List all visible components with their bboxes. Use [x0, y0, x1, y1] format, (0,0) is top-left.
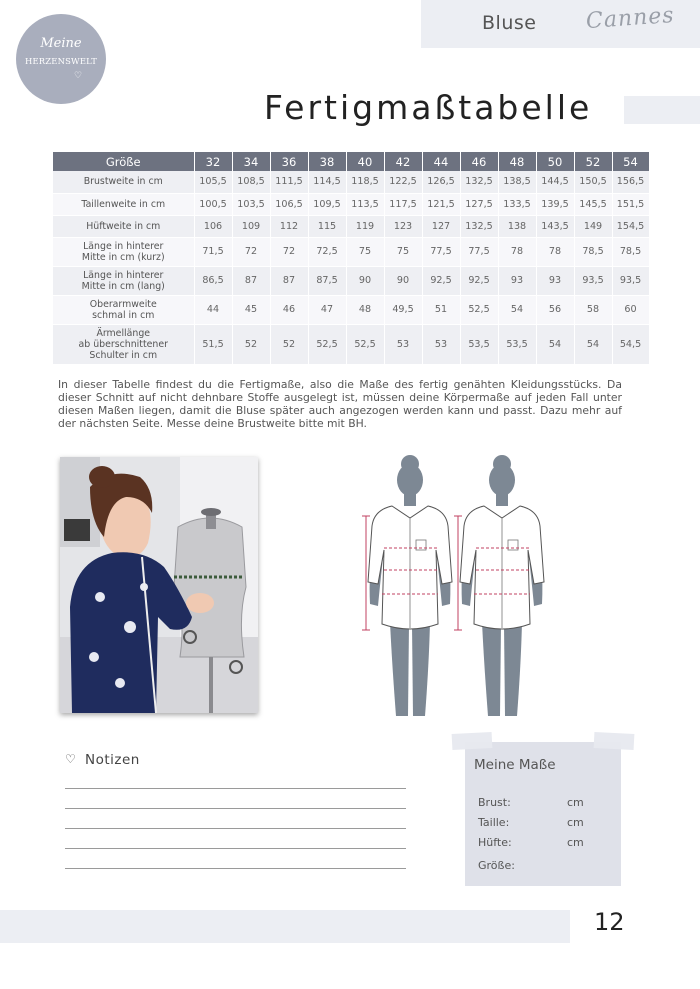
logo-line2: HERZENSWELT	[24, 56, 98, 66]
note-line[interactable]	[65, 828, 406, 829]
size-header-40: 40	[346, 152, 384, 171]
note-line[interactable]	[65, 788, 406, 789]
size-header-44: 44	[422, 152, 460, 171]
table-cell: 127,5	[460, 193, 498, 215]
row-label	[53, 171, 194, 193]
table-cell: 122,5	[384, 171, 422, 193]
table-cell: 51,5	[194, 324, 232, 364]
table-cell: 58	[574, 295, 612, 324]
table-cell: 78,5	[612, 237, 649, 266]
table-cell: 154,5	[612, 215, 649, 237]
table-cell: 139,5	[536, 193, 574, 215]
table-cell: 127	[422, 215, 460, 237]
title-accent-bar	[624, 96, 700, 124]
table-cell: 151,5	[612, 193, 649, 215]
table-cell: 72	[232, 237, 270, 266]
table-row	[53, 324, 649, 364]
row-label-line: Mitte in cm (lang)	[81, 280, 165, 292]
table-cell: 132,5	[460, 171, 498, 193]
row-label	[53, 324, 194, 364]
table-cell: 60	[612, 295, 649, 324]
table-cell: 54,5	[612, 324, 649, 364]
page-number: 12	[594, 908, 625, 936]
table-row	[53, 215, 649, 237]
table-cell: 54	[536, 324, 574, 364]
measure-unit-bust: cm	[567, 796, 584, 809]
row-label-line: Länge in hinterer	[83, 269, 164, 281]
table-cell: 87	[232, 266, 270, 295]
page-title: Fertigmaßtabelle	[264, 88, 593, 127]
measure-unit-waist: cm	[567, 816, 584, 829]
table-cell: 49,5	[384, 295, 422, 324]
logo-heart-icon: ♡	[74, 71, 83, 81]
table-cell: 93,5	[574, 266, 612, 295]
table-cell: 44	[194, 295, 232, 324]
table-cell: 52,5	[346, 324, 384, 364]
table-cell: 78	[536, 237, 574, 266]
table-cell: 144,5	[536, 171, 574, 193]
row-label-line: ab überschnittener	[78, 338, 168, 350]
size-header-42: 42	[384, 152, 422, 171]
table-row	[53, 266, 649, 295]
table-cell: 75	[346, 237, 384, 266]
table-cell: 86,5	[194, 266, 232, 295]
row-label-line: Ärmellänge	[96, 327, 151, 339]
table-description: In dieser Tabelle findest du die Fertigmaße, also die Maße des fertig genähten Kleidungsstücks. Da dieser Schnitt auf nicht dehnbare Stoffe ausgelegt ist, müssen deine Körpermaße auf jeden Fall unter diesen Maßen liegen, damit die Bluse später auch angezogen werden kann und passt. Dazu mehr auf der nächsten Seite. Messe deine Brustweite bitte mit BH.	[58, 378, 622, 430]
row-label	[53, 237, 194, 266]
size-header-32: 32	[194, 152, 232, 171]
table-cell: 113,5	[346, 193, 384, 215]
table-cell: 78	[498, 237, 536, 266]
table-cell: 75	[384, 237, 422, 266]
size-header-54: 54	[612, 152, 649, 171]
note-line[interactable]	[65, 848, 406, 849]
table-row	[53, 171, 649, 193]
table-cell: 52	[232, 324, 270, 364]
table-cell: 143,5	[536, 215, 574, 237]
table-cell: 53,5	[498, 324, 536, 364]
measure-label-size: Größe:	[478, 859, 515, 872]
table-cell: 126,5	[422, 171, 460, 193]
table-cell: 112	[270, 215, 308, 237]
table-cell: 53	[384, 324, 422, 364]
table-cell: 47	[308, 295, 346, 324]
table-cell: 132,5	[460, 215, 498, 237]
measure-label-waist: Taille:	[478, 816, 510, 829]
size-header-34: 34	[232, 152, 270, 171]
pattern-name: Cannes	[585, 2, 676, 35]
table-cell: 109	[232, 215, 270, 237]
row-label-line: Taillenweite in cm	[81, 198, 166, 210]
note-line[interactable]	[65, 808, 406, 809]
table-cell: 114,5	[308, 171, 346, 193]
table-cell: 138	[498, 215, 536, 237]
table-cell: 54	[574, 324, 612, 364]
table-cell: 72	[270, 237, 308, 266]
table-cell: 133,5	[498, 193, 536, 215]
table-row	[53, 237, 649, 266]
table-cell: 108,5	[232, 171, 270, 193]
table-cell: 71,5	[194, 237, 232, 266]
table-cell: 100,5	[194, 193, 232, 215]
size-header-50: 50	[536, 152, 574, 171]
table-cell: 52,5	[460, 295, 498, 324]
chapter-label: Bluse	[482, 12, 537, 34]
table-cell: 109,5	[308, 193, 346, 215]
table-cell: 149	[574, 215, 612, 237]
row-label-line: schmal in cm	[92, 309, 155, 321]
table-cell: 87,5	[308, 266, 346, 295]
measure-unit-hip: cm	[567, 836, 584, 849]
table-cell: 145,5	[574, 193, 612, 215]
table-cell: 53,5	[460, 324, 498, 364]
tape-right	[594, 732, 635, 750]
footer-band	[0, 910, 570, 943]
table-cell: 103,5	[232, 193, 270, 215]
notes-heart-icon: ♡	[65, 752, 76, 766]
table-cell: 90	[346, 266, 384, 295]
table-cell: 150,5	[574, 171, 612, 193]
table-cell: 52,5	[308, 324, 346, 364]
measurements-title: Meine Maße	[474, 757, 556, 773]
logo-line1: Meine	[40, 36, 82, 51]
table-cell: 72,5	[308, 237, 346, 266]
table-cell: 106,5	[270, 193, 308, 215]
brand-logo	[16, 14, 106, 104]
table-cell: 156,5	[612, 171, 649, 193]
row-label-line: Brustweite in cm	[83, 176, 163, 188]
table-cell: 54	[498, 295, 536, 324]
size-header-48: 48	[498, 152, 536, 171]
size-header-36: 36	[270, 152, 308, 171]
tape-left	[452, 732, 493, 750]
notes-title: Notizen	[85, 752, 140, 768]
table-header-label: Größe	[53, 152, 194, 171]
table-cell: 121,5	[422, 193, 460, 215]
table-cell: 93,5	[612, 266, 649, 295]
row-label-line: Schulter in cm	[89, 349, 158, 361]
table-cell: 123	[384, 215, 422, 237]
row-label-line: Länge in hinterer	[83, 240, 164, 252]
table-cell: 87	[270, 266, 308, 295]
table-cell: 52	[270, 324, 308, 364]
table-cell: 77,5	[422, 237, 460, 266]
table-cell: 92,5	[422, 266, 460, 295]
size-header-52: 52	[574, 152, 612, 171]
measure-label-bust: Brust:	[478, 796, 511, 809]
table-cell: 118,5	[346, 171, 384, 193]
table-cell: 106	[194, 215, 232, 237]
table-cell: 46	[270, 295, 308, 324]
table-cell: 90	[384, 266, 422, 295]
size-header-46: 46	[460, 152, 498, 171]
row-label-line: Hüftweite in cm	[86, 220, 161, 232]
row-label-line: Mitte in cm (kurz)	[81, 251, 165, 263]
measure-label-hip: Hüfte:	[478, 836, 512, 849]
dressform-photo	[60, 457, 258, 713]
table-cell: 105,5	[194, 171, 232, 193]
table-cell: 119	[346, 215, 384, 237]
note-line[interactable]	[65, 868, 406, 869]
row-label	[53, 193, 194, 215]
row-label	[53, 266, 194, 295]
table-cell: 48	[346, 295, 384, 324]
table-row	[53, 295, 649, 324]
table-cell: 45	[232, 295, 270, 324]
table-cell: 115	[308, 215, 346, 237]
table-cell: 93	[498, 266, 536, 295]
size-header-38: 38	[308, 152, 346, 171]
table-cell: 51	[422, 295, 460, 324]
table-cell: 77,5	[460, 237, 498, 266]
table-cell: 92,5	[460, 266, 498, 295]
table-cell: 53	[422, 324, 460, 364]
table-cell: 111,5	[270, 171, 308, 193]
row-label	[53, 215, 194, 237]
table-header-row	[53, 152, 649, 171]
table-cell: 56	[536, 295, 574, 324]
row-label	[53, 295, 194, 324]
table-cell: 138,5	[498, 171, 536, 193]
table-cell: 117,5	[384, 193, 422, 215]
measurement-figures	[362, 454, 552, 722]
row-label-line: Oberarmweite	[89, 298, 157, 310]
table-cell: 93	[536, 266, 574, 295]
size-table	[53, 152, 650, 365]
table-cell: 78,5	[574, 237, 612, 266]
table-row	[53, 193, 649, 215]
